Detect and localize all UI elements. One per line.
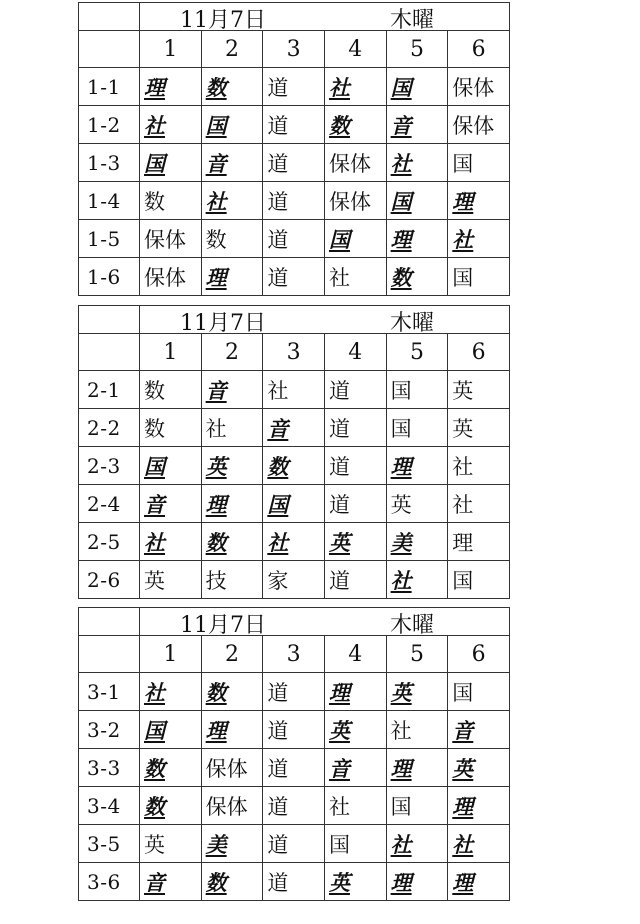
blank-corner-cell [79,306,140,334]
weekday-label: 木曜 [390,8,435,31]
subject-cell: 数 [140,749,202,787]
subject-cell: 音 [140,485,202,523]
subject-cell: 技 [201,561,263,599]
date-header-row [79,306,510,334]
subject-cell: 英 [140,825,202,863]
period-number: 4 [324,31,386,68]
class-label: 1-6 [79,258,140,296]
weekday-label: 木曜 [390,311,435,334]
blank-corner-cell [79,608,140,636]
class-row [79,220,510,258]
period-number: 2 [201,31,263,68]
class-label: 3-5 [79,825,140,863]
period-number: 3 [263,334,325,371]
subject-cell: 国 [386,409,448,447]
subject-cell: 国 [386,182,448,220]
subject-cell: 道 [263,258,325,296]
class-label: 3-2 [79,711,140,749]
period-number: 1 [140,334,202,371]
class-label: 1-5 [79,220,140,258]
class-row [79,68,510,106]
subject-cell: 理 [448,182,510,220]
class-row [79,863,510,901]
date-label: 11月7日 [180,8,266,31]
subject-cell: 社 [386,144,448,182]
class-label: 2-1 [79,371,140,409]
subject-cell: 数 [201,863,263,901]
subject-cell: 数 [140,409,202,447]
subject-cell: 社 [201,409,263,447]
subject-cell: 道 [324,409,386,447]
subject-cell: 理 [386,749,448,787]
subject-cell: 社 [263,523,325,561]
period-number: 6 [448,636,510,673]
period-number: 2 [201,636,263,673]
subject-cell: 保体 [448,68,510,106]
class-label: 3-4 [79,787,140,825]
class-label: 1-2 [79,106,140,144]
class-row [79,447,510,485]
subject-cell: 数 [201,673,263,711]
subject-cell: 社 [324,68,386,106]
subject-cell: 数 [140,371,202,409]
subject-cell: 保体 [140,220,202,258]
subject-cell: 家 [263,561,325,599]
subject-cell: 道 [324,371,386,409]
class-label: 3-1 [79,673,140,711]
subject-cell: 社 [324,787,386,825]
date-cell [140,608,510,636]
subject-cell: 音 [324,749,386,787]
date-cell [140,3,510,31]
class-row [79,371,510,409]
period-number: 5 [386,334,448,371]
subject-cell: 国 [448,673,510,711]
period-header-row [79,636,510,673]
date-header-row [79,3,510,31]
subject-cell: 音 [448,711,510,749]
period-number: 3 [263,636,325,673]
subject-cell: 社 [448,485,510,523]
subject-cell: 道 [324,447,386,485]
subject-cell: 社 [386,711,448,749]
subject-cell: 国 [448,561,510,599]
subject-cell: 国 [140,711,202,749]
subject-cell: 社 [140,523,202,561]
subject-cell: 音 [140,863,202,901]
subject-cell: 理 [201,485,263,523]
date-label: 11月7日 [180,311,266,334]
subject-cell: 数 [140,182,202,220]
subject-cell: 道 [263,673,325,711]
class-row [79,825,510,863]
subject-cell: 理 [386,863,448,901]
subject-cell: 音 [201,144,263,182]
class-row [79,182,510,220]
period-header-row [79,334,510,371]
subject-cell: 美 [386,523,448,561]
weekday-label: 木曜 [390,613,435,636]
subject-cell: 数 [386,258,448,296]
blank-corner-cell [79,334,140,371]
subject-cell: 英 [140,561,202,599]
subject-cell: 道 [263,68,325,106]
subject-cell: 理 [324,673,386,711]
class-label: 1-3 [79,144,140,182]
subject-cell: 英 [386,485,448,523]
subject-cell: 理 [386,220,448,258]
subject-cell: 音 [386,106,448,144]
subject-cell: 理 [448,523,510,561]
subject-cell: 保体 [201,787,263,825]
subject-cell: 数 [201,68,263,106]
subject-cell: 道 [263,182,325,220]
subject-cell: 道 [263,825,325,863]
class-label: 2-6 [79,561,140,599]
period-number: 6 [448,334,510,371]
subject-cell: 社 [201,182,263,220]
class-row [79,485,510,523]
subject-cell: 社 [386,561,448,599]
subject-cell: 理 [448,863,510,901]
subject-cell: 音 [201,371,263,409]
subject-cell: 数 [324,106,386,144]
class-label: 2-5 [79,523,140,561]
subject-cell: 国 [324,825,386,863]
timetable-grade-3 [78,607,510,901]
date-header-row [79,608,510,636]
subject-cell: 道 [263,106,325,144]
class-row [79,523,510,561]
subject-cell: 国 [140,447,202,485]
subject-cell: 国 [324,220,386,258]
subject-cell: 英 [201,447,263,485]
subject-cell: 社 [263,371,325,409]
subject-cell: 保体 [201,749,263,787]
subject-cell: 国 [448,144,510,182]
subject-cell: 理 [386,447,448,485]
blank-corner-cell [79,31,140,68]
subject-cell: 英 [324,863,386,901]
period-number: 2 [201,334,263,371]
class-row [79,106,510,144]
subject-cell: 道 [263,787,325,825]
class-label: 3-3 [79,749,140,787]
subject-cell: 数 [263,447,325,485]
subject-cell: 英 [448,749,510,787]
subject-cell: 美 [201,825,263,863]
blank-corner-cell [79,3,140,31]
subject-cell: 道 [263,711,325,749]
subject-cell: 国 [140,144,202,182]
subject-cell: 理 [140,68,202,106]
subject-cell: 英 [386,673,448,711]
period-number: 5 [386,636,448,673]
subject-cell: 保体 [324,182,386,220]
period-number: 4 [324,334,386,371]
subject-cell: 道 [263,220,325,258]
subject-cell: 英 [324,523,386,561]
class-label: 3-6 [79,863,140,901]
subject-cell: 国 [386,371,448,409]
class-label: 2-3 [79,447,140,485]
class-row [79,409,510,447]
subject-cell: 社 [448,825,510,863]
subject-cell: 理 [448,787,510,825]
date-cell [140,306,510,334]
subject-cell: 社 [140,673,202,711]
subject-cell: 道 [324,485,386,523]
period-number: 1 [140,31,202,68]
period-number: 3 [263,31,325,68]
class-label: 1-1 [79,68,140,106]
timetable-grade-1 [78,2,510,296]
class-label: 2-4 [79,485,140,523]
period-header-row [79,31,510,68]
class-row [79,711,510,749]
subject-cell: 国 [386,68,448,106]
subject-cell: 保体 [448,106,510,144]
subject-cell: 英 [448,371,510,409]
subject-cell: 理 [201,711,263,749]
class-row [79,749,510,787]
subject-cell: 社 [448,447,510,485]
class-row [79,561,510,599]
subject-cell: 社 [324,258,386,296]
subject-cell: 数 [140,787,202,825]
subject-cell: 音 [263,409,325,447]
subject-cell: 社 [448,220,510,258]
subject-cell: 保体 [140,258,202,296]
subject-cell: 保体 [324,144,386,182]
period-number: 1 [140,636,202,673]
period-number: 4 [324,636,386,673]
subject-cell: 英 [324,711,386,749]
subject-cell: 道 [263,863,325,901]
class-row [79,144,510,182]
subject-cell: 国 [448,258,510,296]
subject-cell: 数 [201,523,263,561]
blank-corner-cell [79,636,140,673]
date-label: 11月7日 [180,613,266,636]
class-row [79,258,510,296]
subject-cell: 道 [263,144,325,182]
subject-cell: 数 [201,220,263,258]
class-label: 2-2 [79,409,140,447]
subject-cell: 道 [324,561,386,599]
subject-cell: 理 [201,258,263,296]
subject-cell: 英 [448,409,510,447]
class-row [79,787,510,825]
subject-cell: 社 [386,825,448,863]
subject-cell: 社 [140,106,202,144]
timetable-grade-2 [78,305,510,599]
subject-cell: 国 [386,787,448,825]
subject-cell: 国 [263,485,325,523]
class-label: 1-4 [79,182,140,220]
period-number: 6 [448,31,510,68]
subject-cell: 国 [201,106,263,144]
subject-cell: 道 [263,749,325,787]
class-row [79,673,510,711]
period-number: 5 [386,31,448,68]
